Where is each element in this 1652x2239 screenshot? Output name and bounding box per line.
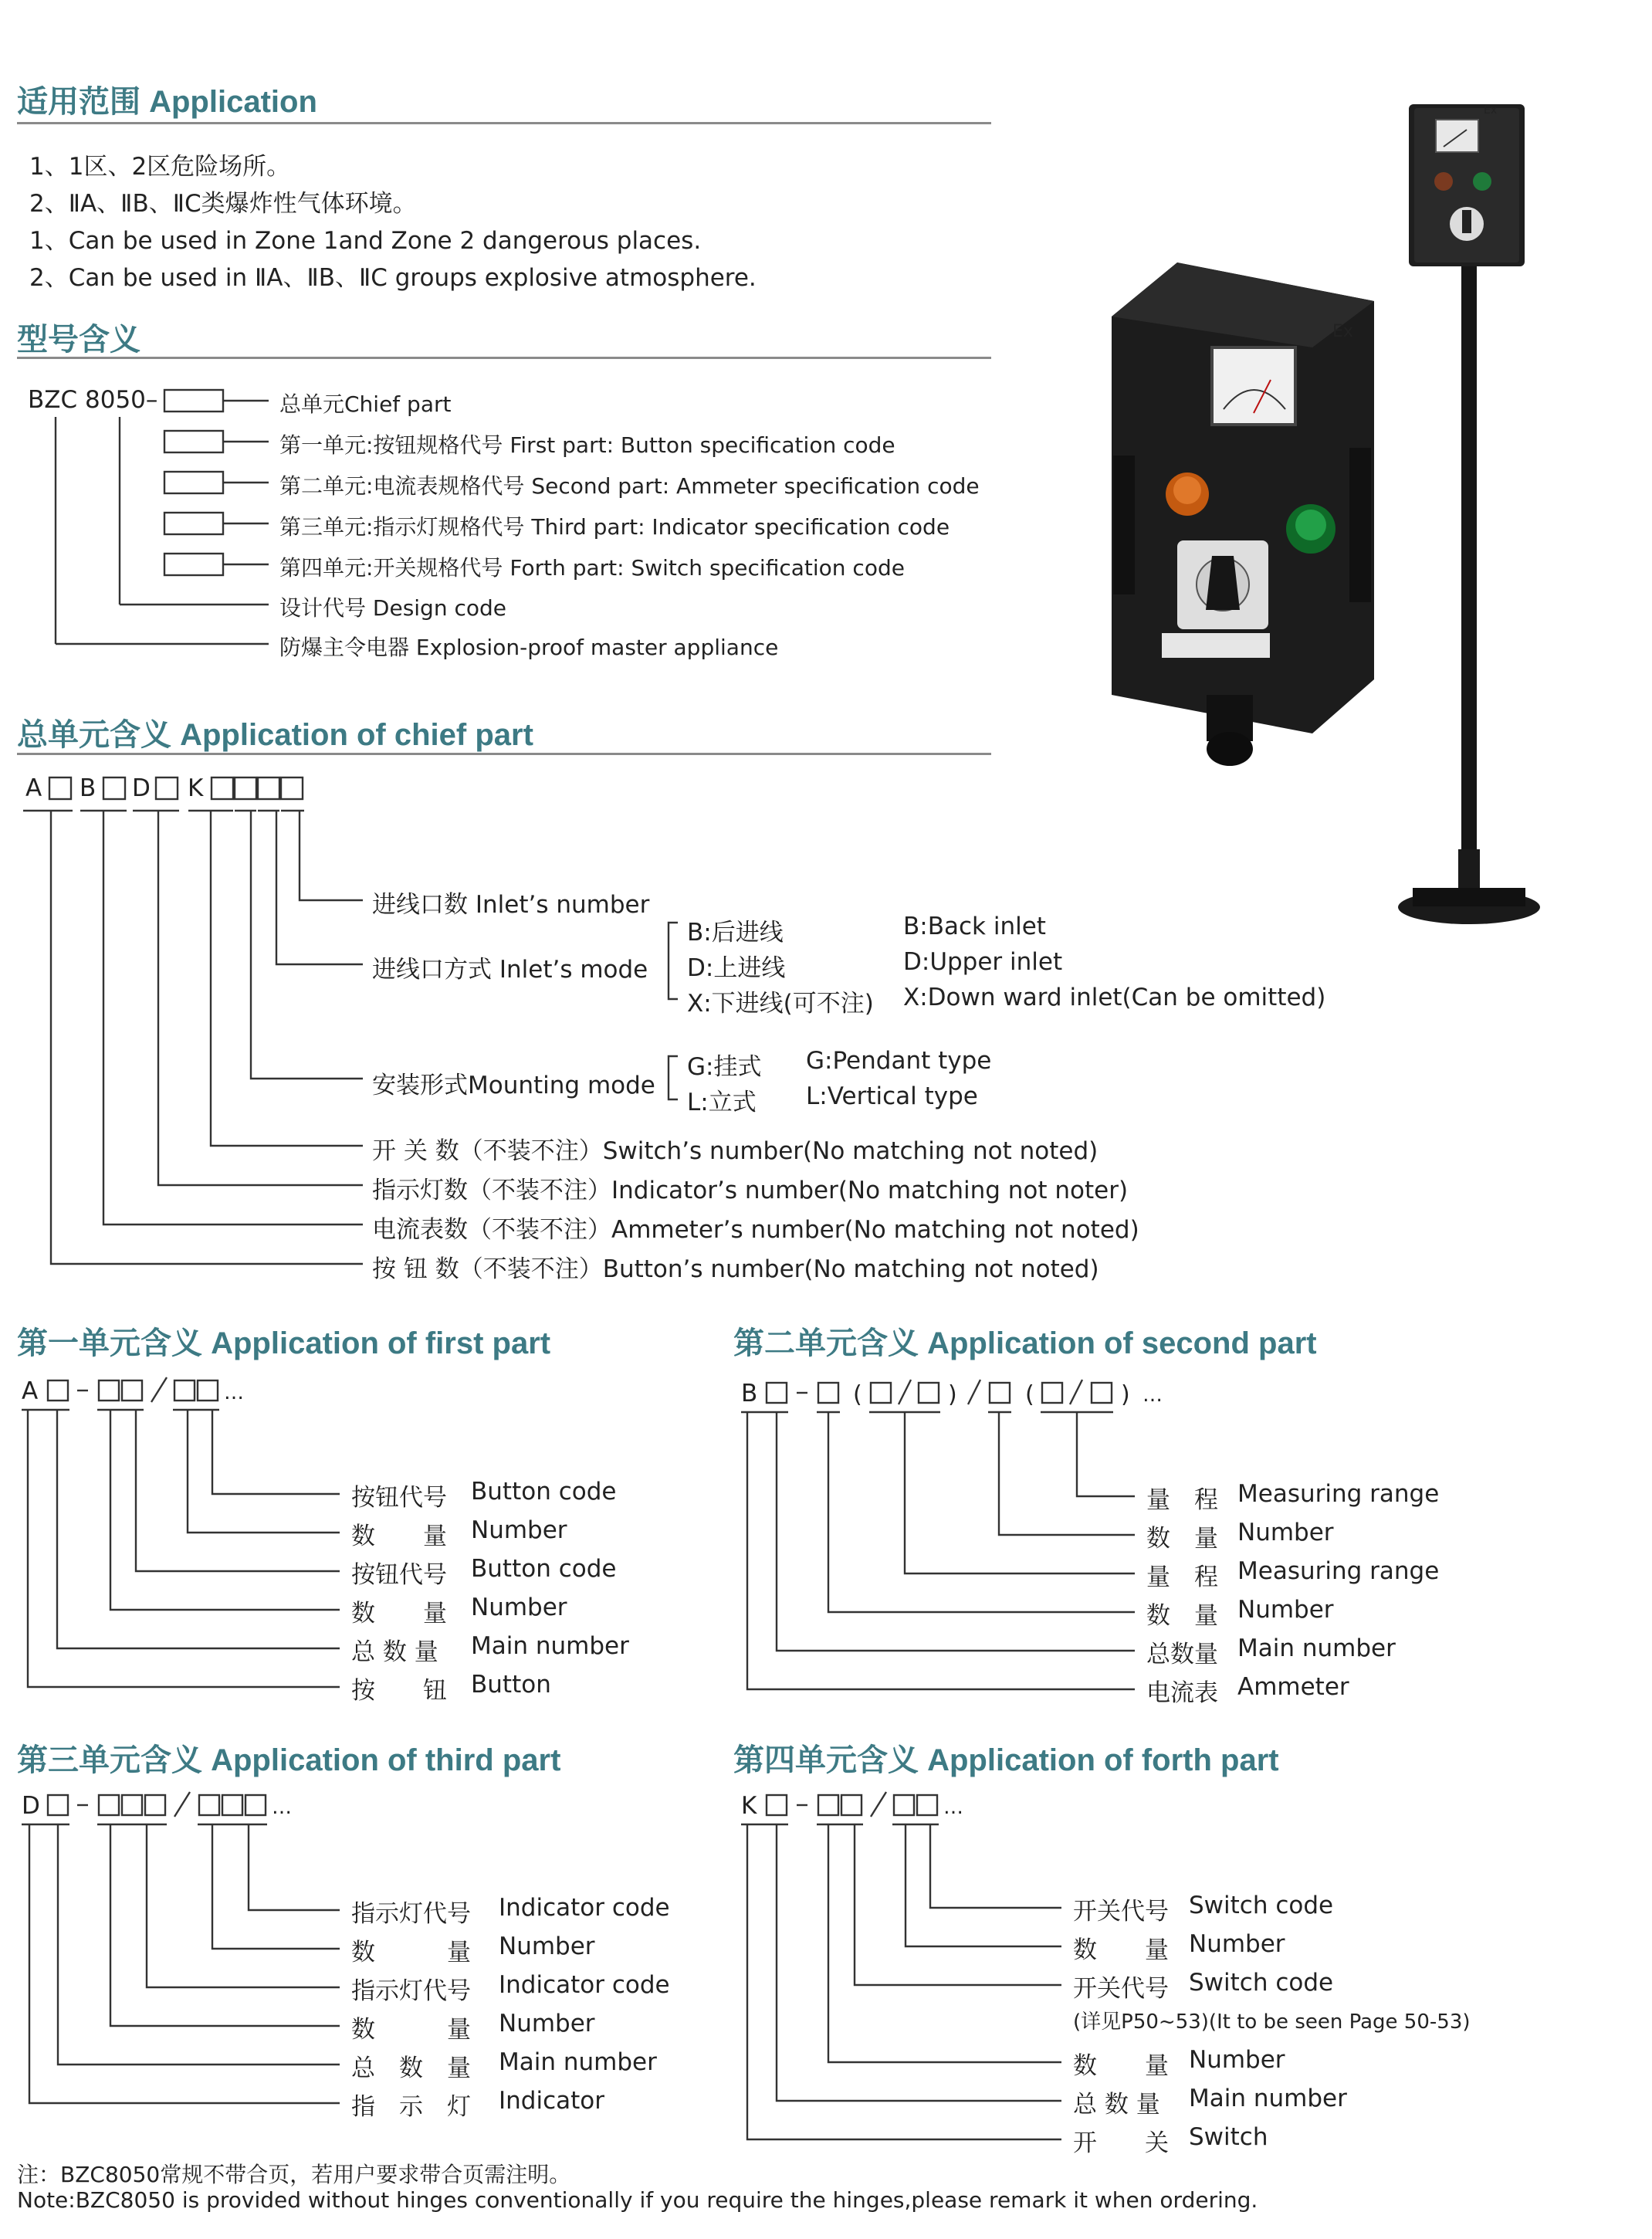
second-row-4-cn: 数 量 [1146, 1602, 1218, 1630]
second-row-6-cn: 电流表 [1146, 1679, 1218, 1707]
second-row-2-cn: 数 量 [1146, 1525, 1218, 1553]
first-row-2-cn: 数 量 [351, 1523, 447, 1550]
application-heading: 适用范围 Application [17, 85, 317, 119]
third-row-4-en: Number [499, 2010, 595, 2037]
svg-text:(: ( [1025, 1381, 1034, 1408]
second-row-6-en: Ammeter [1237, 1673, 1349, 1701]
inlet-option-down-cn: X:下进线(可不注) [687, 990, 874, 1018]
model-row-third: 第三单元:指示灯规格代号 Third part: Indicator specification code [279, 514, 950, 540]
inlet-option-down-en: X:Down ward inlet(Can be omitted) [903, 984, 1326, 1011]
second-row-3-en: Measuring range [1237, 1557, 1440, 1585]
model-row-chief: 总单元Chief part [279, 391, 452, 417]
inlet-option-back-cn: B:后进线 [687, 919, 784, 947]
mounting-vertical-cn: L:立式 [687, 1089, 757, 1116]
forth-row-1-cn: 开关代号 [1073, 1898, 1169, 1926]
ex-mark: Ex [1332, 322, 1353, 341]
model-row-first: 第一单元:按钮规格代号 First part: Button specification code [279, 432, 895, 458]
svg-text:…: … [1143, 1384, 1163, 1407]
second-row-4-en: Number [1237, 1596, 1334, 1624]
first-row-6-cn: 按 钮 [351, 1677, 447, 1705]
third-code-letter: D [22, 1792, 40, 1820]
third-row-1-cn: 指示灯代号 [351, 1900, 471, 1928]
svg-text:(: ( [853, 1381, 862, 1408]
ex-mark-small: Ex [1484, 104, 1498, 117]
chief-letter-a: A [25, 774, 42, 802]
forth-row-3-en: Switch code [1189, 1969, 1334, 1997]
ammeter-count: 电流表数（不装不注）Ammeter’s number(No matching not noted) [372, 1216, 1139, 1244]
first-row-4-cn: 数 量 [351, 1600, 447, 1628]
svg-text:…: … [272, 1796, 292, 1819]
forth-code-letter: K [741, 1792, 757, 1820]
first-row-1-cn: 按钮代号 [351, 1484, 447, 1512]
forth-row-1-en: Switch code [1189, 1892, 1334, 1919]
chief-letter-k: K [188, 774, 204, 802]
forth-row-4-en: Number [1189, 2046, 1285, 2074]
second-part-heading: 第二单元含义 Application of second part [733, 1326, 1317, 1360]
third-row-4-cn: 数 量 [351, 2016, 471, 2044]
first-row-3-en: Button code [471, 1555, 617, 1583]
first-row-4-en: Number [471, 1594, 567, 1621]
button-count: 按 钮 数（不装不注）Button’s number(No matching not noted) [372, 1255, 1099, 1283]
application-line-2: 2、ⅡA、ⅡB、ⅡC类爆炸性气体环境。 [29, 190, 417, 218]
mounting-pendant-en: G:Pendant type [806, 1047, 992, 1075]
third-part-heading: 第三单元含义 Application of third part [17, 1743, 561, 1777]
application-line-4: 2、Can be used in ⅡA、ⅡB、ⅡC groups explosive atmosphere. [29, 264, 757, 292]
inlet-number: 进线口数 Inlet’s number [372, 891, 650, 919]
svg-text:): ) [948, 1381, 957, 1408]
first-row-6-en: Button [471, 1671, 551, 1699]
third-row-3-en: Indicator code [499, 1971, 670, 1999]
chief-letter-b: B [80, 774, 96, 802]
mounting-vertical-en: L:Vertical type [806, 1082, 978, 1110]
forth-part-heading: 第四单元含义 Application of forth part [733, 1743, 1279, 1777]
chief-letter-d: D [132, 774, 151, 802]
forth-see-pages: (详见P50~53)(It to be seen Page 50-53) [1073, 2010, 1471, 2034]
forth-row-5-cn: 总 数 量 [1073, 2091, 1160, 2119]
note-en: Note:BZC8050 is provided without hinges conventionally if you require the hinges,please remark it when ordering. [17, 2187, 1258, 2213]
second-row-5-cn: 总数量 [1146, 1641, 1218, 1668]
first-code-letter: A [22, 1377, 39, 1405]
first-row-3-cn: 按钮代号 [351, 1561, 447, 1589]
model-row-appliance: 防爆主令电器 Explosion-proof master appliance [279, 635, 779, 660]
forth-row-3-cn: 开关代号 [1073, 1975, 1169, 2003]
inlet-option-upper-en: D:Upper inlet [903, 948, 1063, 976]
third-row-1-en: Indicator code [499, 1894, 670, 1922]
model-row-forth: 第四单元:开关规格代号 Forth part: Switch specification code [279, 555, 905, 581]
first-row-5-cn: 总 数 量 [351, 1638, 438, 1666]
model-row-second: 第二单元:电流表规格代号 Second part: Ammeter specification code [279, 473, 980, 499]
application-line-3: 1、Can be used in Zone 1and Zone 2 dangerous places. [29, 227, 702, 255]
first-part-heading: 第一单元含义 Application of first part [17, 1326, 551, 1360]
inlet-option-upper-cn: D:上进线 [687, 954, 786, 982]
svg-text:…: … [224, 1381, 244, 1404]
forth-row-2-cn: 数 量 [1073, 1936, 1169, 1964]
third-row-6-cn: 指 示 灯 [351, 2093, 471, 2121]
second-row-2-en: Number [1237, 1519, 1334, 1546]
forth-row-5-en: Main number [1189, 2085, 1347, 2112]
model-heading: 型号含义 [17, 323, 140, 357]
inlet-mode: 进线口方式 Inlet’s mode [372, 956, 648, 984]
indicator-count: 指示灯数（不装不注）Indicator’s number(No matching not noter) [372, 1177, 1129, 1204]
third-row-6-en: Indicator [499, 2087, 604, 2115]
application-line-1: 1、1区、2区危险场所。 [29, 153, 291, 181]
forth-row-6-en: Switch [1189, 2123, 1268, 2151]
third-row-2-cn: 数 量 [351, 1939, 471, 1966]
svg-text:): ) [1121, 1381, 1130, 1408]
second-code-letter: B [741, 1380, 758, 1407]
switch-count: 开 关 数（不装不注）Switch’s number(No matching not noted) [372, 1137, 1099, 1165]
first-row-2-en: Number [471, 1516, 567, 1544]
model-row-design: 设计代号 Design code [279, 595, 507, 621]
second-row-3-cn: 量 程 [1146, 1563, 1218, 1591]
third-row-5-en: Main number [499, 2048, 657, 2076]
forth-row-6-cn: 开 关 [1073, 2129, 1169, 2157]
forth-row-4-cn: 数 量 [1073, 2052, 1169, 2080]
chief-heading: 总单元含义 Application of chief part [17, 718, 533, 752]
mounting-mode: 安装形式Mounting mode [372, 1072, 655, 1099]
first-row-1-en: Button code [471, 1478, 617, 1506]
second-row-1-en: Measuring range [1237, 1480, 1440, 1508]
model-prefix: BZC 8050– [28, 386, 158, 414]
second-row-1-cn: 量 程 [1146, 1486, 1218, 1514]
mounting-pendant-cn: G:挂式 [687, 1053, 762, 1081]
first-row-5-en: Main number [471, 1632, 629, 1660]
third-row-2-en: Number [499, 1932, 595, 1960]
note-cn: 注：BZC8050常规不带合页，若用户要求带合页需注明。 [17, 2162, 571, 2187]
second-row-5-en: Main number [1237, 1634, 1396, 1662]
third-row-3-cn: 指示灯代号 [351, 1977, 471, 2005]
forth-row-2-en: Number [1189, 1930, 1285, 1958]
svg-text:…: … [943, 1796, 963, 1819]
inlet-option-back-en: B:Back inlet [903, 913, 1046, 940]
third-row-5-cn: 总 数 量 [351, 2054, 471, 2082]
